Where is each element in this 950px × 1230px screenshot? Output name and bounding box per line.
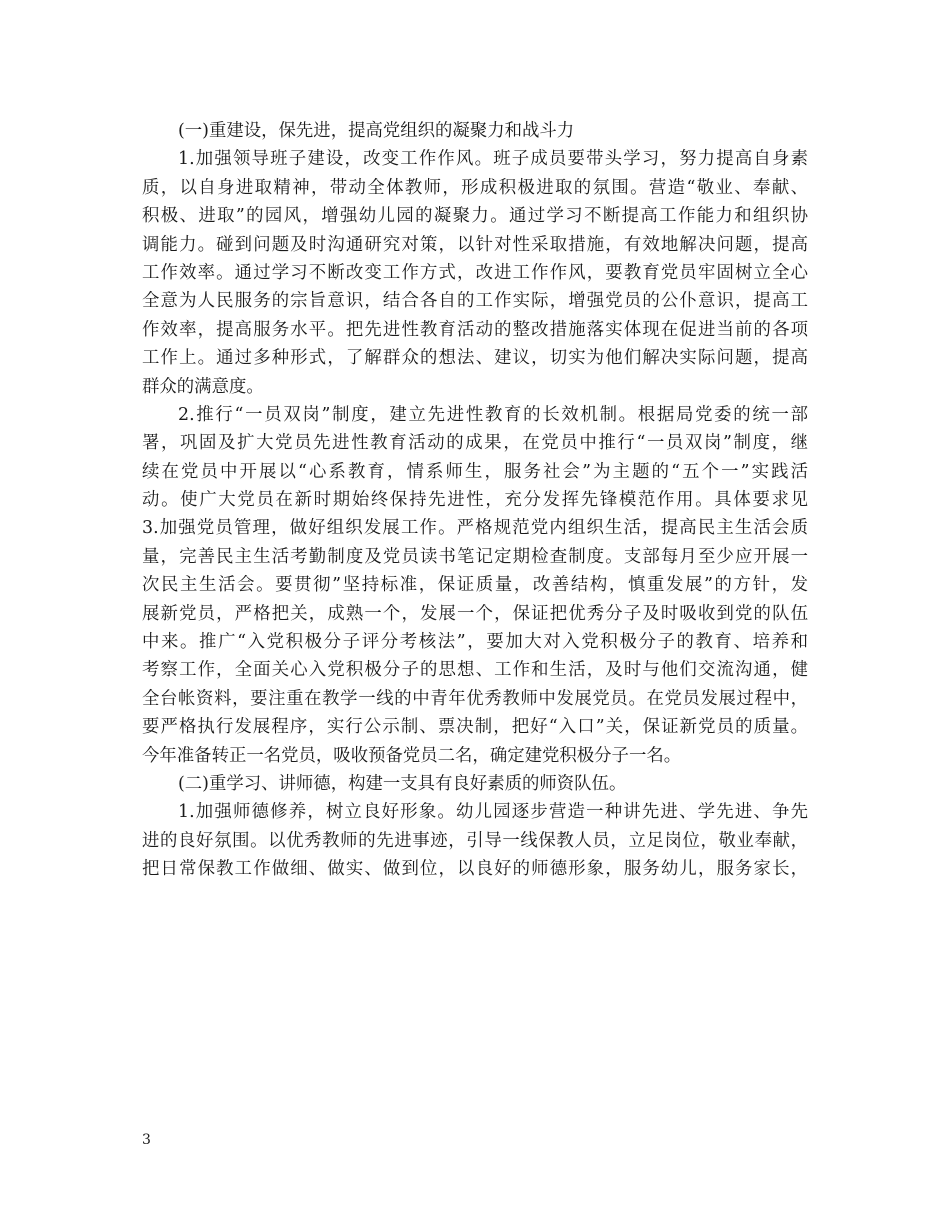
paragraph-line: 1.加强领导班子建设，改变工作作风。班子成员要带头学习，努力提高自身素: [178, 149, 808, 170]
paragraph-line: 进的良好氛围。以优秀教师的先进事迹，引导一线保教人员，立足岗位，敬业奉献，: [142, 830, 808, 851]
paragraph-line: 工作上。通过多种形式，了解群众的想法、建议，切实为他们解决实际问题，提高: [142, 348, 808, 369]
paragraph-line: 动。使广大党员在新时期始终保持先进性，充分发挥先锋模范作用。具体要求见: [142, 490, 808, 511]
paragraph-line: 积极、进取”的园风，增强幼儿园的凝聚力。通过学习不断提高工作能力和组织协: [142, 206, 808, 227]
paragraph-line: 展新党员，严格把关，成熟一个，发展一个，保证把优秀分子及时吸收到党的队伍: [142, 603, 808, 624]
page-number: 3: [142, 1132, 151, 1148]
section-heading: (二)重学习、讲师德，构建一支具有良好素质的师资队伍。: [178, 773, 627, 794]
paragraph-line: 量，完善民主生活考勤制度及党员读书笔记定期检查制度。支部每月至少应开展一: [142, 546, 808, 567]
paragraph-line: 要严格执行发展程序，实行公示制、票决制，把好“入口”关，保证新党员的质量。: [142, 717, 808, 738]
paragraph-line: 次民主生活会。要贯彻”坚持标准，保证质量，改善结构，慎重发展”的方针，发: [142, 575, 808, 596]
paragraph-line: 今年准备转正一名党员，吸收预备党员二名，确定建党积极分子一名。: [142, 745, 682, 766]
paragraph-line: 调能力。碰到问题及时沟通研究对策，以针对性采取措施，有效地解决问题，提高: [142, 234, 808, 255]
paragraph-line: 1.加强师德修养，树立良好形象。幼儿园逐步营造一种讲先进、学先进、争先: [178, 802, 808, 823]
paragraph-line: 中来。推广“入党积极分子评分考核法”，要加大对入党积极分子的教育、培养和: [142, 632, 808, 653]
paragraph-line: 群众的满意度。: [142, 376, 264, 397]
paragraph-line: 质，以自身进取精神，带动全体教师，形成积极进取的氛围。营造“敬业、奉献、: [142, 177, 808, 198]
paragraph-line: 全台帐资料，要注重在教学一线的中青年优秀教师中发展党员。在党员发展过程中，: [142, 688, 808, 709]
paragraph-line: 工作效率。通过学习不断改变工作方式，改进工作作风，要教育党员牢固树立全心: [142, 262, 808, 283]
paragraph-line: 续在党员中开展以“心系教育，情系师生，服务社会”为主题的“五个一”实践活: [142, 461, 808, 482]
paragraph-line: 2.推行“一员双岗”制度，建立先进性教育的长效机制。根据局党委的统一部: [178, 404, 808, 425]
paragraph-line: 把日常保教工作做细、做实、做到位，以良好的师德形象，服务幼儿，服务家长，: [142, 859, 808, 880]
section-heading: (一)重建设，保先进，提高党组织的凝聚力和战斗力: [178, 121, 575, 141]
paragraph-line: 署，巩固及扩大党员先进性教育活动的成果，在党员中推行“一员双岗”制度，继: [142, 433, 808, 454]
paragraph-line: 考察工作，全面关心入党积极分子的思想、工作和生活，及时与他们交流沟通，健: [142, 660, 808, 681]
body-text: [142, 117, 808, 884]
paragraph-line: 3.加强党员管理，做好组织发展工作。严格规范党内组织生活，提高民主生活会质: [142, 518, 808, 539]
paragraph-line: 全意为人民服务的宗旨意识，结合各自的工作实际，增强党员的公仆意识，提高工: [142, 291, 808, 312]
paragraph-line: 作效率，提高服务水平。把先进性教育活动的整改措施落实体现在促进当前的各项: [142, 319, 808, 340]
